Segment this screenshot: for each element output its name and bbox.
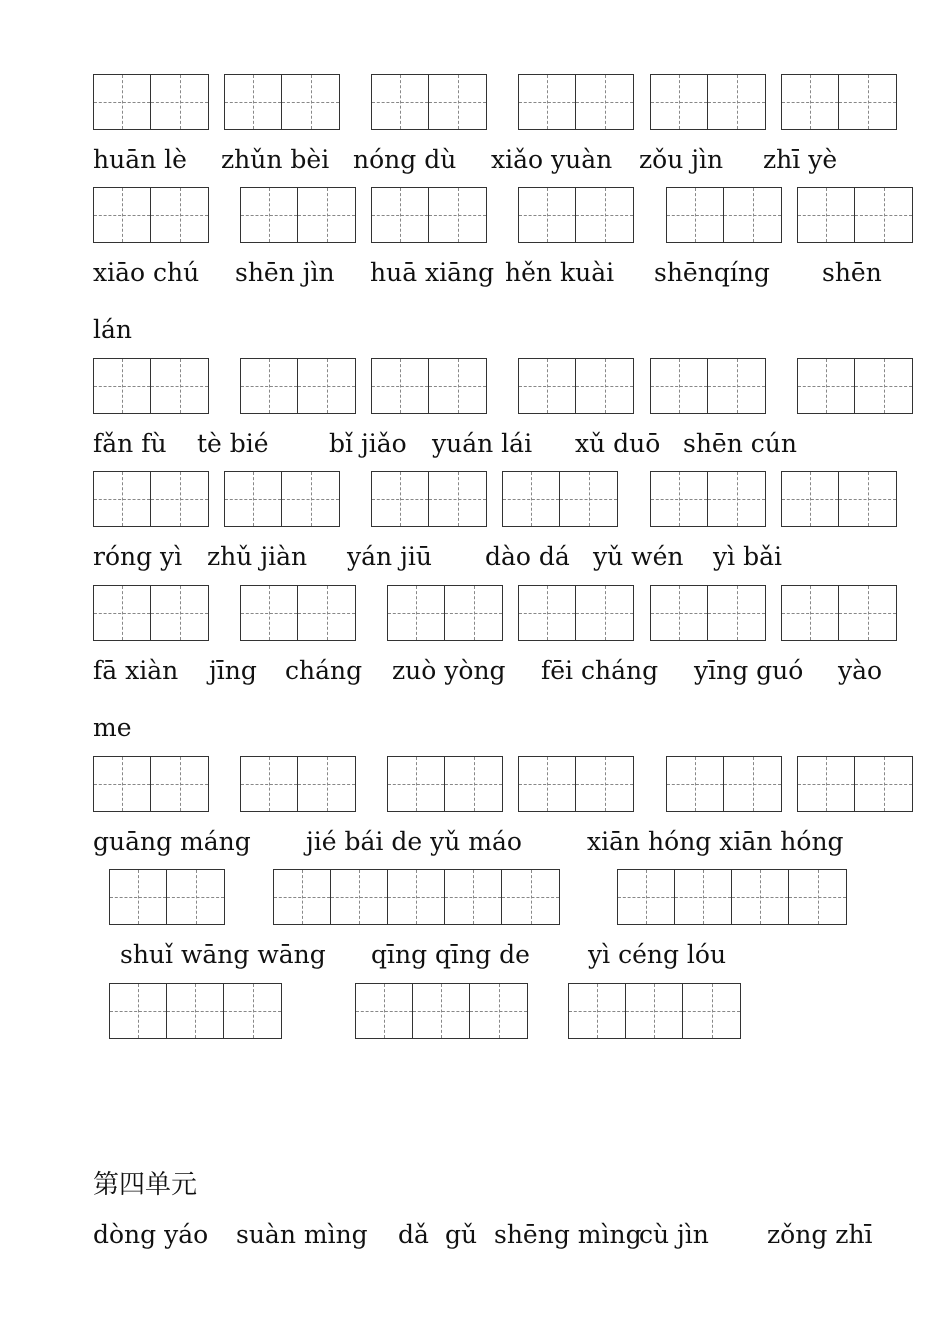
tianzige-cell[interactable] (110, 870, 167, 924)
pinyin-row (93, 827, 923, 863)
tianzige-cell[interactable] (708, 359, 765, 413)
tianzige-box-group[interactable] (650, 74, 766, 130)
tianzige-cell[interactable] (519, 586, 576, 640)
tianzige-cell[interactable] (151, 586, 208, 640)
writing-grid-row (0, 471, 950, 529)
pinyin-word: fēi cháng (541, 656, 659, 685)
writing-grid-row (0, 585, 950, 643)
tianzige-cell[interactable] (298, 359, 355, 413)
tianzige-cell[interactable] (576, 757, 633, 811)
tianzige-box-group[interactable] (93, 187, 209, 243)
tianzige-box-group[interactable] (240, 585, 356, 641)
pinyin-word: shuǐ wāng wāng (120, 940, 326, 969)
pinyin-word: zǒu jìn (639, 145, 724, 174)
pinyin-word: gǔ (445, 1220, 478, 1249)
tianzige-cell[interactable] (429, 75, 486, 129)
pinyin-row (93, 940, 923, 976)
tianzige-box-group[interactable] (387, 756, 503, 812)
tianzige-cell[interactable] (282, 75, 339, 129)
tianzige-cell[interactable] (372, 75, 429, 129)
pinyin-word: jīng (209, 656, 257, 685)
tianzige-cell[interactable] (274, 870, 331, 924)
tianzige-box-group[interactable] (371, 471, 487, 527)
pinyin-word: fǎn fù (93, 429, 167, 458)
tianzige-box-group[interactable] (650, 358, 766, 414)
pinyin-word: bǐ jiǎo (329, 429, 407, 458)
tianzige-cell[interactable] (224, 984, 281, 1038)
tianzige-cell[interactable] (94, 188, 151, 242)
tianzige-cell[interactable] (298, 586, 355, 640)
tianzige-cell[interactable] (798, 359, 855, 413)
pinyin-word: zuò yòng (392, 656, 506, 685)
pinyin-word: shēn cún (683, 429, 797, 458)
tianzige-box-group[interactable] (518, 74, 634, 130)
tianzige-box-group[interactable] (650, 471, 766, 527)
tianzige-cell[interactable] (298, 757, 355, 811)
tianzige-cell[interactable] (651, 472, 708, 526)
pinyin-word: cháng (285, 656, 363, 685)
pinyin-word: dǎ (398, 1220, 429, 1249)
tianzige-box-group[interactable] (240, 358, 356, 414)
unit-title: 第四单元 (93, 1170, 198, 1200)
tianzige-cell[interactable] (94, 586, 151, 640)
pinyin-word: tè bié (197, 429, 269, 458)
tianzige-box-group[interactable] (666, 756, 782, 812)
tianzige-cell[interactable] (855, 359, 912, 413)
tianzige-cell[interactable] (782, 472, 839, 526)
pinyin-word: cù jìn (639, 1220, 709, 1249)
tianzige-cell[interactable] (576, 75, 633, 129)
pinyin-row (93, 713, 923, 749)
tianzige-cell[interactable] (429, 472, 486, 526)
tianzige-box-group[interactable] (355, 983, 528, 1039)
tianzige-cell[interactable] (298, 188, 355, 242)
tianzige-box-group[interactable] (93, 756, 209, 812)
pinyin-row (93, 656, 923, 692)
tianzige-cell[interactable] (724, 757, 781, 811)
tianzige-cell[interactable] (519, 75, 576, 129)
pinyin-word: huān lè (93, 145, 187, 174)
tianzige-cell[interactable] (519, 188, 576, 242)
pinyin-word: guāng máng (93, 827, 251, 856)
tianzige-cell[interactable] (94, 472, 151, 526)
tianzige-cell[interactable] (225, 472, 282, 526)
pinyin-word: nóng dù (353, 145, 457, 174)
pinyin-word: róng yì (93, 542, 183, 571)
tianzige-box-group[interactable] (781, 585, 897, 641)
pinyin-word: dào dá (485, 542, 570, 571)
tianzige-cell[interactable] (372, 359, 429, 413)
tianzige-cell[interactable] (167, 870, 224, 924)
writing-grid-row (0, 756, 950, 814)
tianzige-cell[interactable] (560, 472, 617, 526)
tianzige-cell[interactable] (576, 359, 633, 413)
tianzige-box-group[interactable] (797, 358, 913, 414)
tianzige-cell[interactable] (708, 586, 765, 640)
tianzige-box-group[interactable] (781, 74, 897, 130)
tianzige-cell[interactable] (502, 870, 559, 924)
pinyin-word: hěn kuài (505, 258, 615, 287)
tianzige-cell[interactable] (241, 188, 298, 242)
writing-grid-row (0, 983, 950, 1041)
tianzige-cell[interactable] (651, 75, 708, 129)
tianzige-cell[interactable] (839, 586, 896, 640)
tianzige-cell[interactable] (413, 984, 470, 1038)
tianzige-cell[interactable] (445, 757, 502, 811)
tianzige-cell[interactable] (667, 188, 724, 242)
pinyin-row-last (93, 1220, 923, 1256)
pinyin-word: lán (93, 315, 133, 344)
tianzige-cell[interactable] (519, 359, 576, 413)
tianzige-cell[interactable] (618, 870, 675, 924)
pinyin-word: jié bái de yǔ máo (306, 827, 522, 856)
tianzige-cell[interactable] (855, 757, 912, 811)
pinyin-word: yuán lái (432, 429, 533, 458)
tianzige-cell[interactable] (503, 472, 560, 526)
tianzige-cell[interactable] (429, 188, 486, 242)
tianzige-box-group[interactable] (502, 471, 618, 527)
tianzige-cell[interactable] (151, 75, 208, 129)
tianzige-cell[interactable] (110, 984, 167, 1038)
pinyin-row (93, 542, 923, 578)
tianzige-cell[interactable] (839, 472, 896, 526)
tianzige-cell[interactable] (798, 757, 855, 811)
tianzige-cell[interactable] (94, 359, 151, 413)
tianzige-box-group[interactable] (387, 585, 503, 641)
pinyin-word: yǔ wén (593, 542, 684, 571)
tianzige-cell[interactable] (151, 359, 208, 413)
tianzige-cell[interactable] (724, 188, 781, 242)
pinyin-word: xiāo chú (93, 258, 200, 287)
tianzige-cell[interactable] (282, 472, 339, 526)
tianzige-cell[interactable] (651, 586, 708, 640)
tianzige-cell[interactable] (151, 757, 208, 811)
pinyin-word: fā xiàn (93, 656, 179, 685)
tianzige-box-group[interactable] (93, 471, 209, 527)
tianzige-cell[interactable] (429, 359, 486, 413)
tianzige-cell[interactable] (445, 586, 502, 640)
pinyin-row (93, 145, 923, 181)
pinyin-word: zhǔ jiàn (207, 542, 308, 571)
tianzige-cell[interactable] (839, 75, 896, 129)
pinyin-word: zǒng zhī (767, 1220, 873, 1249)
tianzige-cell[interactable] (241, 359, 298, 413)
tianzige-box-group[interactable] (518, 756, 634, 812)
tianzige-cell[interactable] (708, 75, 765, 129)
tianzige-box-group[interactable] (109, 869, 225, 925)
pinyin-word: xiǎo yuàn (491, 145, 613, 174)
tianzige-box-group[interactable] (518, 187, 634, 243)
tianzige-box-group[interactable] (109, 983, 282, 1039)
pinyin-row (93, 258, 923, 294)
tianzige-box-group[interactable] (371, 358, 487, 414)
tianzige-box-group[interactable] (371, 187, 487, 243)
pinyin-word: suàn mìng (236, 1220, 368, 1249)
tianzige-cell[interactable] (732, 870, 789, 924)
tianzige-cell[interactable] (241, 757, 298, 811)
tianzige-cell[interactable] (94, 75, 151, 129)
tianzige-cell[interactable] (388, 870, 445, 924)
tianzige-cell[interactable] (151, 472, 208, 526)
tianzige-cell[interactable] (331, 870, 388, 924)
pinyin-word: dòng yáo (93, 1220, 209, 1249)
writing-grid-row (0, 358, 950, 416)
tianzige-cell[interactable] (576, 188, 633, 242)
tianzige-cell[interactable] (569, 984, 626, 1038)
tianzige-cell[interactable] (782, 586, 839, 640)
tianzige-cell[interactable] (167, 984, 224, 1038)
pinyin-word: huā xiāng (370, 258, 495, 287)
pinyin-row (93, 315, 923, 351)
tianzige-box-group[interactable] (568, 983, 741, 1039)
pinyin-word: yì céng lóu (588, 940, 727, 969)
tianzige-box-group[interactable] (518, 585, 634, 641)
tianzige-cell[interactable] (94, 757, 151, 811)
pinyin-row (93, 429, 923, 465)
tianzige-cell[interactable] (798, 188, 855, 242)
writing-grid-row (0, 74, 950, 132)
tianzige-box-group[interactable] (666, 187, 782, 243)
tianzige-box-group[interactable] (240, 756, 356, 812)
tianzige-box-group[interactable] (617, 869, 847, 925)
pinyin-word: xiān hóng xiān hóng (587, 827, 844, 856)
tianzige-box-group[interactable] (518, 358, 634, 414)
pinyin-word: yīng guó (694, 656, 804, 685)
tianzige-cell[interactable] (356, 984, 413, 1038)
tianzige-cell[interactable] (519, 757, 576, 811)
tianzige-box-group[interactable] (371, 74, 487, 130)
tianzige-box-group[interactable] (797, 187, 913, 243)
writing-grid-row (0, 187, 950, 245)
tianzige-cell[interactable] (675, 870, 732, 924)
tianzige-cell[interactable] (576, 586, 633, 640)
tianzige-box-group[interactable] (93, 585, 209, 641)
pinyin-word: xǔ duō (575, 429, 661, 458)
tianzige-cell[interactable] (667, 757, 724, 811)
tianzige-box-group[interactable] (240, 187, 356, 243)
tianzige-box-group[interactable] (93, 74, 209, 130)
pinyin-word: shēnqíng (654, 258, 770, 287)
tianzige-cell[interactable] (225, 75, 282, 129)
tianzige-box-group[interactable] (650, 585, 766, 641)
tianzige-cell[interactable] (372, 472, 429, 526)
tianzige-cell[interactable] (626, 984, 683, 1038)
tianzige-cell[interactable] (241, 586, 298, 640)
tianzige-cell[interactable] (445, 870, 502, 924)
tianzige-box-group[interactable] (273, 869, 560, 925)
tianzige-cell[interactable] (651, 359, 708, 413)
tianzige-cell[interactable] (372, 188, 429, 242)
tianzige-box-group[interactable] (93, 358, 209, 414)
tianzige-cell[interactable] (388, 757, 445, 811)
pinyin-word: shēn (822, 258, 882, 287)
tianzige-cell[interactable] (388, 586, 445, 640)
tianzige-cell[interactable] (789, 870, 846, 924)
writing-grid-row (0, 869, 950, 927)
tianzige-box-group[interactable] (224, 74, 340, 130)
tianzige-cell[interactable] (855, 188, 912, 242)
pinyin-word: zhǔn bèi (221, 145, 330, 174)
pinyin-word: shēn jìn (235, 258, 335, 287)
pinyin-word: me (93, 713, 132, 742)
tianzige-cell[interactable] (782, 75, 839, 129)
tianzige-cell[interactable] (470, 984, 527, 1038)
tianzige-cell[interactable] (708, 472, 765, 526)
tianzige-cell[interactable] (683, 984, 740, 1038)
pinyin-word: qīng qīng de (371, 940, 530, 969)
pinyin-word: shēng mìng (494, 1220, 642, 1249)
pinyin-word: yào (838, 656, 883, 685)
tianzige-box-group[interactable] (224, 471, 340, 527)
tianzige-box-group[interactable] (781, 471, 897, 527)
pinyin-word: zhī yè (763, 145, 838, 174)
tianzige-box-group[interactable] (797, 756, 913, 812)
pinyin-word: yán jiū (347, 542, 432, 571)
tianzige-cell[interactable] (151, 188, 208, 242)
pinyin-word: yì bǎi (713, 542, 782, 571)
